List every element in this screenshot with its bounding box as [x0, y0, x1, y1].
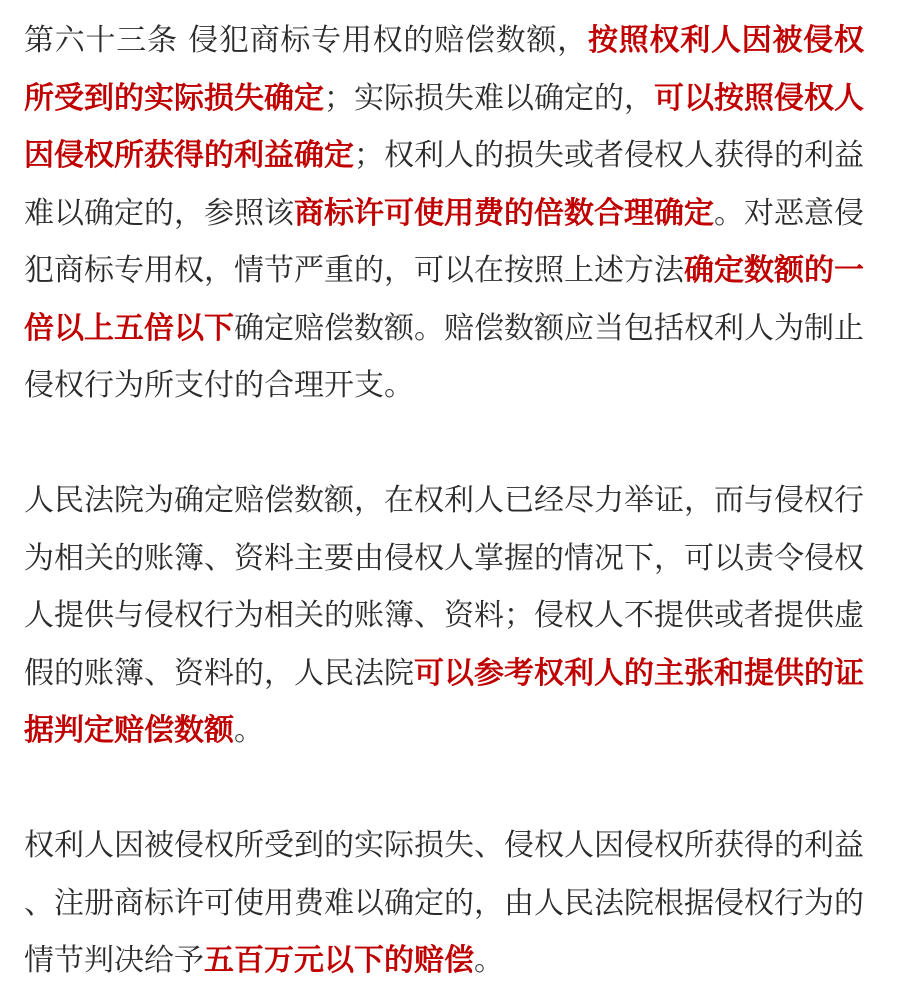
- highlighted-text: 商标许可使用费的倍数合理确定: [294, 195, 714, 231]
- article-body: [24, 12, 864, 990]
- paragraph-evidence: [24, 472, 864, 760]
- plain-text: 第六十三条 侵犯商标专用权的赔偿数额，: [24, 23, 588, 58]
- highlighted-text: 确定数额的一倍以上五倍以下: [24, 253, 864, 346]
- highlighted-text: 可以按照侵权人因侵权所获得的利益确定: [24, 80, 864, 173]
- plain-text: ；实际损失难以确定的，: [324, 80, 654, 116]
- plain-text: 人民法院为确定赔偿数额，在权利人已经尽力举证，而与侵权行为相关的账簿、资料主要由侵权人掌握的情况下，可以责令侵权人提供与侵权行为相关的账簿、资料；侵权人不提供或者提供虚假的账簿、资料的，人民法院: [24, 483, 864, 691]
- plain-text: 确定赔偿数额。赔偿数额应当包括权利人为制止侵权行为所支付的合理开支。: [24, 310, 864, 403]
- plain-text: 。对恶意侵犯商标专用权，情节严重的，可以在按照上述方法: [24, 195, 864, 288]
- plain-text: 。: [234, 713, 264, 748]
- plain-text: ；权利人的损失或者侵权人获得的利益难以确定的，参照该: [24, 138, 864, 231]
- plain-text: 权利人因被侵权所受到的实际损失、侵权人因侵权所获得的利益、注册商标许可使用费难以确定的，由人民法院根据侵权行为的情节判决给予: [24, 828, 864, 978]
- highlighted-text: 按照权利人因被侵权所受到的实际损失确定: [24, 23, 864, 116]
- plain-text: 。: [474, 943, 504, 978]
- highlighted-text: 可以参考权利人的主张和提供的证据判定赔偿数额: [24, 655, 864, 748]
- highlighted-text: 五百万元以下的赔偿: [204, 943, 474, 978]
- paragraph-statutory-damages: [24, 817, 864, 990]
- paragraph-article-63: [24, 12, 864, 415]
